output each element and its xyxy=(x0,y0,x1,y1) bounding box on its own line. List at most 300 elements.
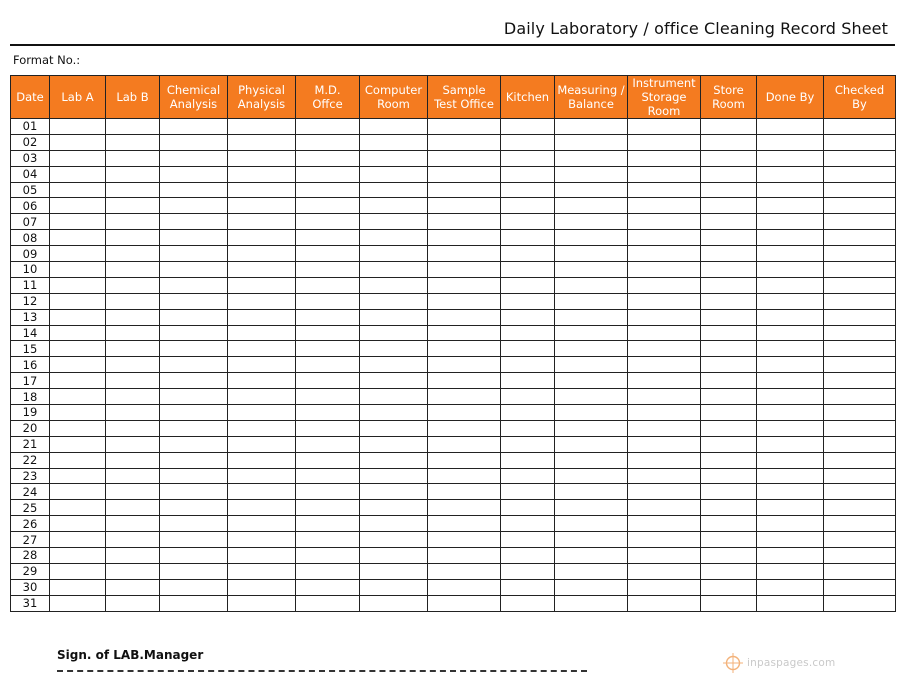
record-cell[interactable] xyxy=(628,214,701,230)
record-cell[interactable] xyxy=(50,182,106,198)
record-cell[interactable] xyxy=(757,579,824,595)
record-cell[interactable] xyxy=(360,166,428,182)
record-cell[interactable] xyxy=(360,262,428,278)
record-cell[interactable] xyxy=(160,373,228,389)
record-cell[interactable] xyxy=(50,532,106,548)
record-cell[interactable] xyxy=(501,420,555,436)
record-cell[interactable] xyxy=(428,182,501,198)
record-cell[interactable] xyxy=(360,389,428,405)
record-cell[interactable] xyxy=(428,500,501,516)
record-cell[interactable] xyxy=(501,262,555,278)
record-cell[interactable] xyxy=(701,325,757,341)
record-cell[interactable] xyxy=(360,595,428,611)
record-cell[interactable] xyxy=(428,548,501,564)
record-cell[interactable] xyxy=(228,452,296,468)
record-cell[interactable] xyxy=(106,579,160,595)
record-cell[interactable] xyxy=(160,484,228,500)
record-cell[interactable] xyxy=(555,373,628,389)
record-cell[interactable] xyxy=(757,166,824,182)
record-cell[interactable] xyxy=(428,134,501,150)
record-cell[interactable] xyxy=(428,262,501,278)
record-cell[interactable] xyxy=(106,325,160,341)
record-cell[interactable] xyxy=(501,548,555,564)
record-cell[interactable] xyxy=(501,532,555,548)
record-cell[interactable] xyxy=(628,516,701,532)
record-cell[interactable] xyxy=(824,182,896,198)
record-cell[interactable] xyxy=(628,230,701,246)
record-cell[interactable] xyxy=(296,595,360,611)
record-cell[interactable] xyxy=(555,341,628,357)
record-cell[interactable] xyxy=(160,452,228,468)
record-cell[interactable] xyxy=(160,134,228,150)
record-cell[interactable] xyxy=(50,325,106,341)
record-cell[interactable] xyxy=(428,214,501,230)
record-cell[interactable] xyxy=(360,468,428,484)
record-cell[interactable] xyxy=(555,309,628,325)
record-cell[interactable] xyxy=(501,309,555,325)
record-cell[interactable] xyxy=(628,532,701,548)
record-cell[interactable] xyxy=(50,436,106,452)
record-cell[interactable] xyxy=(160,214,228,230)
record-cell[interactable] xyxy=(428,198,501,214)
record-cell[interactable] xyxy=(428,452,501,468)
record-cell[interactable] xyxy=(228,262,296,278)
record-cell[interactable] xyxy=(106,277,160,293)
record-cell[interactable] xyxy=(701,246,757,262)
record-cell[interactable] xyxy=(160,436,228,452)
record-cell[interactable] xyxy=(555,166,628,182)
record-cell[interactable] xyxy=(106,262,160,278)
record-cell[interactable] xyxy=(824,262,896,278)
record-cell[interactable] xyxy=(228,309,296,325)
record-cell[interactable] xyxy=(106,214,160,230)
record-cell[interactable] xyxy=(555,532,628,548)
record-cell[interactable] xyxy=(360,325,428,341)
record-cell[interactable] xyxy=(296,119,360,135)
record-cell[interactable] xyxy=(296,484,360,500)
record-cell[interactable] xyxy=(106,405,160,421)
record-cell[interactable] xyxy=(106,468,160,484)
record-cell[interactable] xyxy=(160,500,228,516)
record-cell[interactable] xyxy=(296,405,360,421)
record-cell[interactable] xyxy=(228,405,296,421)
record-cell[interactable] xyxy=(757,516,824,532)
record-cell[interactable] xyxy=(701,500,757,516)
record-cell[interactable] xyxy=(501,595,555,611)
record-cell[interactable] xyxy=(50,563,106,579)
record-cell[interactable] xyxy=(160,357,228,373)
record-cell[interactable] xyxy=(555,325,628,341)
record-cell[interactable] xyxy=(296,214,360,230)
record-cell[interactable] xyxy=(555,548,628,564)
record-cell[interactable] xyxy=(757,230,824,246)
record-cell[interactable] xyxy=(106,119,160,135)
record-cell[interactable] xyxy=(757,500,824,516)
record-cell[interactable] xyxy=(501,468,555,484)
record-cell[interactable] xyxy=(228,119,296,135)
record-cell[interactable] xyxy=(228,150,296,166)
record-cell[interactable] xyxy=(228,357,296,373)
record-cell[interactable] xyxy=(160,532,228,548)
record-cell[interactable] xyxy=(360,230,428,246)
record-cell[interactable] xyxy=(360,516,428,532)
record-cell[interactable] xyxy=(228,134,296,150)
record-cell[interactable] xyxy=(555,579,628,595)
record-cell[interactable] xyxy=(757,262,824,278)
record-cell[interactable] xyxy=(757,246,824,262)
record-cell[interactable] xyxy=(701,532,757,548)
record-cell[interactable] xyxy=(296,420,360,436)
record-cell[interactable] xyxy=(628,436,701,452)
record-cell[interactable] xyxy=(360,484,428,500)
record-cell[interactable] xyxy=(106,309,160,325)
record-cell[interactable] xyxy=(501,134,555,150)
record-cell[interactable] xyxy=(757,277,824,293)
record-cell[interactable] xyxy=(228,246,296,262)
record-cell[interactable] xyxy=(501,246,555,262)
record-cell[interactable] xyxy=(228,277,296,293)
record-cell[interactable] xyxy=(50,341,106,357)
record-cell[interactable] xyxy=(701,373,757,389)
record-cell[interactable] xyxy=(824,309,896,325)
record-cell[interactable] xyxy=(501,293,555,309)
record-cell[interactable] xyxy=(628,373,701,389)
record-cell[interactable] xyxy=(501,579,555,595)
record-cell[interactable] xyxy=(428,150,501,166)
record-cell[interactable] xyxy=(50,548,106,564)
record-cell[interactable] xyxy=(701,420,757,436)
record-cell[interactable] xyxy=(757,595,824,611)
record-cell[interactable] xyxy=(428,309,501,325)
record-cell[interactable] xyxy=(360,452,428,468)
record-cell[interactable] xyxy=(824,563,896,579)
record-cell[interactable] xyxy=(628,341,701,357)
record-cell[interactable] xyxy=(757,405,824,421)
record-cell[interactable] xyxy=(228,579,296,595)
record-cell[interactable] xyxy=(701,198,757,214)
record-cell[interactable] xyxy=(106,548,160,564)
record-cell[interactable] xyxy=(757,563,824,579)
record-cell[interactable] xyxy=(50,150,106,166)
record-cell[interactable] xyxy=(701,548,757,564)
record-cell[interactable] xyxy=(824,357,896,373)
record-cell[interactable] xyxy=(228,595,296,611)
record-cell[interactable] xyxy=(296,230,360,246)
record-cell[interactable] xyxy=(628,484,701,500)
record-cell[interactable] xyxy=(757,468,824,484)
record-cell[interactable] xyxy=(160,277,228,293)
record-cell[interactable] xyxy=(628,563,701,579)
record-cell[interactable] xyxy=(296,548,360,564)
record-cell[interactable] xyxy=(501,198,555,214)
record-cell[interactable] xyxy=(555,563,628,579)
record-cell[interactable] xyxy=(824,373,896,389)
record-cell[interactable] xyxy=(296,262,360,278)
record-cell[interactable] xyxy=(296,309,360,325)
record-cell[interactable] xyxy=(628,277,701,293)
record-cell[interactable] xyxy=(160,230,228,246)
record-cell[interactable] xyxy=(628,119,701,135)
record-cell[interactable] xyxy=(106,182,160,198)
record-cell[interactable] xyxy=(160,341,228,357)
record-cell[interactable] xyxy=(824,277,896,293)
record-cell[interactable] xyxy=(106,166,160,182)
record-cell[interactable] xyxy=(50,309,106,325)
record-cell[interactable] xyxy=(360,214,428,230)
record-cell[interactable] xyxy=(360,500,428,516)
record-cell[interactable] xyxy=(360,150,428,166)
record-cell[interactable] xyxy=(701,150,757,166)
record-cell[interactable] xyxy=(628,182,701,198)
record-cell[interactable] xyxy=(228,341,296,357)
record-cell[interactable] xyxy=(824,484,896,500)
record-cell[interactable] xyxy=(360,405,428,421)
record-cell[interactable] xyxy=(824,134,896,150)
record-cell[interactable] xyxy=(757,214,824,230)
record-cell[interactable] xyxy=(701,563,757,579)
record-cell[interactable] xyxy=(160,420,228,436)
record-cell[interactable] xyxy=(360,119,428,135)
record-cell[interactable] xyxy=(296,182,360,198)
record-cell[interactable] xyxy=(757,452,824,468)
record-cell[interactable] xyxy=(296,500,360,516)
record-cell[interactable] xyxy=(501,277,555,293)
record-cell[interactable] xyxy=(228,563,296,579)
record-cell[interactable] xyxy=(757,548,824,564)
record-cell[interactable] xyxy=(824,579,896,595)
record-cell[interactable] xyxy=(757,420,824,436)
record-cell[interactable] xyxy=(360,563,428,579)
record-cell[interactable] xyxy=(50,230,106,246)
record-cell[interactable] xyxy=(160,579,228,595)
record-cell[interactable] xyxy=(701,277,757,293)
record-cell[interactable] xyxy=(296,293,360,309)
record-cell[interactable] xyxy=(555,134,628,150)
record-cell[interactable] xyxy=(555,595,628,611)
record-cell[interactable] xyxy=(228,325,296,341)
record-cell[interactable] xyxy=(824,405,896,421)
record-cell[interactable] xyxy=(160,468,228,484)
record-cell[interactable] xyxy=(555,246,628,262)
record-cell[interactable] xyxy=(360,548,428,564)
record-cell[interactable] xyxy=(50,262,106,278)
record-cell[interactable] xyxy=(628,548,701,564)
record-cell[interactable] xyxy=(50,373,106,389)
record-cell[interactable] xyxy=(824,532,896,548)
record-cell[interactable] xyxy=(228,182,296,198)
record-cell[interactable] xyxy=(296,134,360,150)
record-cell[interactable] xyxy=(824,389,896,405)
record-cell[interactable] xyxy=(757,198,824,214)
record-cell[interactable] xyxy=(555,230,628,246)
record-cell[interactable] xyxy=(50,452,106,468)
record-cell[interactable] xyxy=(106,357,160,373)
record-cell[interactable] xyxy=(106,341,160,357)
record-cell[interactable] xyxy=(50,119,106,135)
record-cell[interactable] xyxy=(555,500,628,516)
record-cell[interactable] xyxy=(555,436,628,452)
record-cell[interactable] xyxy=(501,373,555,389)
record-cell[interactable] xyxy=(555,468,628,484)
record-cell[interactable] xyxy=(628,500,701,516)
record-cell[interactable] xyxy=(50,579,106,595)
record-cell[interactable] xyxy=(50,246,106,262)
record-cell[interactable] xyxy=(160,516,228,532)
record-cell[interactable] xyxy=(628,452,701,468)
record-cell[interactable] xyxy=(360,182,428,198)
record-cell[interactable] xyxy=(106,532,160,548)
record-cell[interactable] xyxy=(160,119,228,135)
record-cell[interactable] xyxy=(360,579,428,595)
record-cell[interactable] xyxy=(501,182,555,198)
record-cell[interactable] xyxy=(296,325,360,341)
record-cell[interactable] xyxy=(428,563,501,579)
record-cell[interactable] xyxy=(824,119,896,135)
record-cell[interactable] xyxy=(501,166,555,182)
record-cell[interactable] xyxy=(824,198,896,214)
record-cell[interactable] xyxy=(757,389,824,405)
record-cell[interactable] xyxy=(628,579,701,595)
record-cell[interactable] xyxy=(50,484,106,500)
record-cell[interactable] xyxy=(296,246,360,262)
record-cell[interactable] xyxy=(757,341,824,357)
record-cell[interactable] xyxy=(701,293,757,309)
record-cell[interactable] xyxy=(160,166,228,182)
record-cell[interactable] xyxy=(360,532,428,548)
record-cell[interactable] xyxy=(628,389,701,405)
record-cell[interactable] xyxy=(428,246,501,262)
record-cell[interactable] xyxy=(228,166,296,182)
record-cell[interactable] xyxy=(501,357,555,373)
record-cell[interactable] xyxy=(228,468,296,484)
record-cell[interactable] xyxy=(628,166,701,182)
record-cell[interactable] xyxy=(501,452,555,468)
record-cell[interactable] xyxy=(824,436,896,452)
record-cell[interactable] xyxy=(50,166,106,182)
record-cell[interactable] xyxy=(50,198,106,214)
record-cell[interactable] xyxy=(106,198,160,214)
record-cell[interactable] xyxy=(757,484,824,500)
record-cell[interactable] xyxy=(428,436,501,452)
record-cell[interactable] xyxy=(296,516,360,532)
record-cell[interactable] xyxy=(628,262,701,278)
record-cell[interactable] xyxy=(701,436,757,452)
record-cell[interactable] xyxy=(824,341,896,357)
record-cell[interactable] xyxy=(228,214,296,230)
record-cell[interactable] xyxy=(106,452,160,468)
record-cell[interactable] xyxy=(501,484,555,500)
record-cell[interactable] xyxy=(428,293,501,309)
record-cell[interactable] xyxy=(628,468,701,484)
record-cell[interactable] xyxy=(296,166,360,182)
record-cell[interactable] xyxy=(757,436,824,452)
record-cell[interactable] xyxy=(160,563,228,579)
record-cell[interactable] xyxy=(428,595,501,611)
record-cell[interactable] xyxy=(701,516,757,532)
record-cell[interactable] xyxy=(824,595,896,611)
record-cell[interactable] xyxy=(50,277,106,293)
record-cell[interactable] xyxy=(555,389,628,405)
record-cell[interactable] xyxy=(360,198,428,214)
record-cell[interactable] xyxy=(824,293,896,309)
record-cell[interactable] xyxy=(824,246,896,262)
record-cell[interactable] xyxy=(228,293,296,309)
record-cell[interactable] xyxy=(428,389,501,405)
record-cell[interactable] xyxy=(555,357,628,373)
record-cell[interactable] xyxy=(757,293,824,309)
record-cell[interactable] xyxy=(428,325,501,341)
record-cell[interactable] xyxy=(757,373,824,389)
record-cell[interactable] xyxy=(50,468,106,484)
record-cell[interactable] xyxy=(228,420,296,436)
record-cell[interactable] xyxy=(228,548,296,564)
record-cell[interactable] xyxy=(501,405,555,421)
record-cell[interactable] xyxy=(106,134,160,150)
record-cell[interactable] xyxy=(160,262,228,278)
record-cell[interactable] xyxy=(296,452,360,468)
record-cell[interactable] xyxy=(701,468,757,484)
record-cell[interactable] xyxy=(757,119,824,135)
record-cell[interactable] xyxy=(106,420,160,436)
record-cell[interactable] xyxy=(296,389,360,405)
record-cell[interactable] xyxy=(701,405,757,421)
record-cell[interactable] xyxy=(428,516,501,532)
record-cell[interactable] xyxy=(50,500,106,516)
record-cell[interactable] xyxy=(360,341,428,357)
record-cell[interactable] xyxy=(296,150,360,166)
record-cell[interactable] xyxy=(106,484,160,500)
record-cell[interactable] xyxy=(824,516,896,532)
record-cell[interactable] xyxy=(428,420,501,436)
record-cell[interactable] xyxy=(428,230,501,246)
record-cell[interactable] xyxy=(628,293,701,309)
record-cell[interactable] xyxy=(428,373,501,389)
record-cell[interactable] xyxy=(160,293,228,309)
record-cell[interactable] xyxy=(228,484,296,500)
record-cell[interactable] xyxy=(628,357,701,373)
record-cell[interactable] xyxy=(501,500,555,516)
record-cell[interactable] xyxy=(160,548,228,564)
record-cell[interactable] xyxy=(296,198,360,214)
record-cell[interactable] xyxy=(296,468,360,484)
record-cell[interactable] xyxy=(106,563,160,579)
record-cell[interactable] xyxy=(701,262,757,278)
record-cell[interactable] xyxy=(160,389,228,405)
record-cell[interactable] xyxy=(628,309,701,325)
record-cell[interactable] xyxy=(757,150,824,166)
record-cell[interactable] xyxy=(824,166,896,182)
record-cell[interactable] xyxy=(628,246,701,262)
record-cell[interactable] xyxy=(824,230,896,246)
record-cell[interactable] xyxy=(296,373,360,389)
record-cell[interactable] xyxy=(824,500,896,516)
record-cell[interactable] xyxy=(824,468,896,484)
record-cell[interactable] xyxy=(701,166,757,182)
record-cell[interactable] xyxy=(701,484,757,500)
record-cell[interactable] xyxy=(428,405,501,421)
record-cell[interactable] xyxy=(628,405,701,421)
record-cell[interactable] xyxy=(555,420,628,436)
record-cell[interactable] xyxy=(106,595,160,611)
record-cell[interactable] xyxy=(428,532,501,548)
record-cell[interactable] xyxy=(701,341,757,357)
record-cell[interactable] xyxy=(501,214,555,230)
record-cell[interactable] xyxy=(824,150,896,166)
record-cell[interactable] xyxy=(360,277,428,293)
record-cell[interactable] xyxy=(296,357,360,373)
record-cell[interactable] xyxy=(228,230,296,246)
record-cell[interactable] xyxy=(360,246,428,262)
